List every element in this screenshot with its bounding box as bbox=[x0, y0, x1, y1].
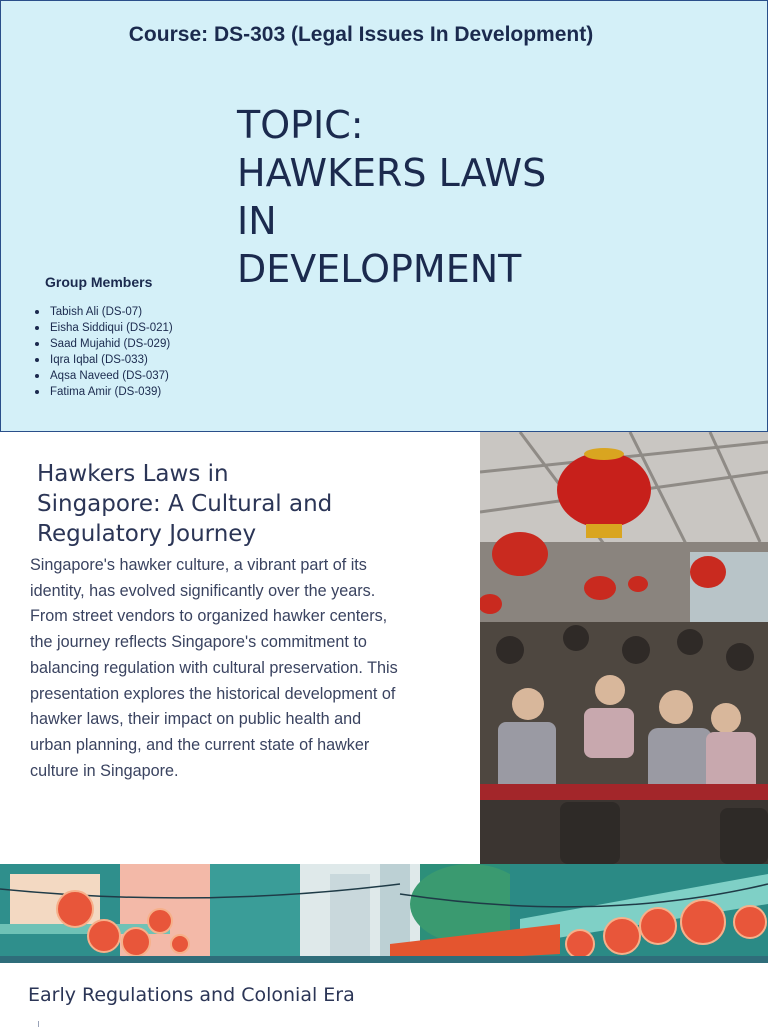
topic-line: IN bbox=[237, 199, 277, 243]
body-line: the journey reflects Singapore's commitment to bbox=[30, 633, 367, 652]
intro-title-line: Hawkers Laws in bbox=[37, 461, 229, 487]
early-regulations-slide bbox=[0, 963, 768, 1024]
body-line: Singapore's hawker culture, a vibrant part of its bbox=[30, 556, 367, 574]
early-regulations-title: Early Regulations and Colonial Era bbox=[28, 984, 355, 1006]
intro-title-line: Singapore: A Cultural and bbox=[37, 491, 333, 517]
body-line: culture in Singapore. bbox=[30, 761, 179, 780]
intro-body bbox=[30, 553, 430, 784]
body-line: urban planning, and the current state of hawker bbox=[30, 735, 370, 754]
intro-slide bbox=[0, 432, 768, 864]
body-line: presentation explores the historical development of bbox=[30, 684, 396, 703]
title-slide bbox=[0, 0, 768, 432]
body-line: From street vendors to organized hawker centers, bbox=[30, 607, 388, 626]
body-line: identity, has evolved significantly over the years. bbox=[30, 581, 376, 600]
topic-line: TOPIC: bbox=[237, 103, 364, 147]
hawker-center-photo bbox=[480, 432, 768, 864]
street-lanterns-illustration bbox=[0, 864, 768, 963]
member-item: Tabish Ali (DS-07) bbox=[31, 304, 173, 320]
course-title: Course: DS-303 (Legal Issues In Development) bbox=[128, 23, 594, 46]
divider bbox=[38, 1021, 39, 1027]
body-line: balancing regulation with cultural preservation. This bbox=[30, 658, 398, 677]
topic-line: DEVELOPMENT bbox=[237, 247, 522, 291]
topic-heading bbox=[237, 101, 657, 293]
member-item: Saad Mujahid (DS-029) bbox=[31, 336, 173, 352]
members-list bbox=[31, 304, 173, 400]
member-item: Aqsa Naveed (DS-037) bbox=[31, 368, 173, 384]
member-item: Eisha Siddiqui (DS-021) bbox=[31, 320, 173, 336]
intro-title bbox=[37, 459, 437, 549]
topic-line: HAWKERS LAWS bbox=[237, 151, 547, 195]
body-line: hawker laws, their impact on public health and bbox=[30, 710, 362, 729]
members-heading: Group Members bbox=[45, 274, 153, 290]
member-item: Iqra Iqbal (DS-033) bbox=[31, 352, 173, 368]
intro-title-line: Regulatory Journey bbox=[37, 521, 257, 547]
member-item: Fatima Amir (DS-039) bbox=[31, 384, 173, 400]
